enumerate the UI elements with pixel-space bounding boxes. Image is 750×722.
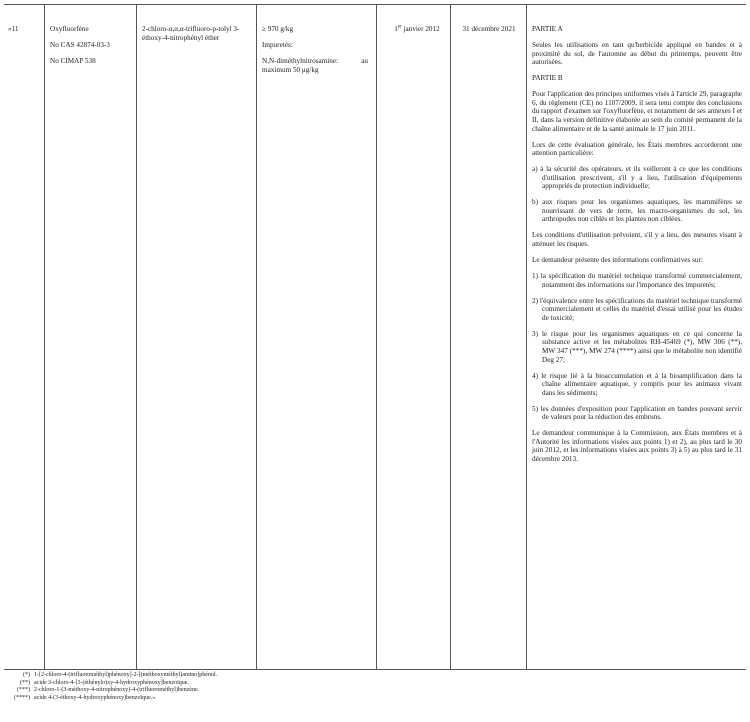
part-b-title: PARTIE B bbox=[532, 74, 563, 83]
part-b-intro: Pour l'application des principes uniformes visés à l'article 29, paragraphe 6, du règlement (CE) no 1107/2009, il sera tenu compte des conclusions du rapport d'examen sur l'oxyfluorfène, et notamment de ses annexes I et II, dans la version définitive élaborée au sein du comité permanent de la chaîne alimentaire et de la santé animale le 17 juin 2011. bbox=[532, 90, 742, 133]
part-a-title: PARTIE A bbox=[532, 25, 563, 33]
list-item: a) à la sécurité des opérateurs, et ils veilleront à ce que les conditions d'utilisation prescrivent, s'il y a lieu, l'utilisation d'équipements appropriés de protection individuelle; bbox=[532, 165, 743, 191]
substance-table bbox=[4, 4, 746, 670]
footnote: (**) acide 3-chloro-4-[3-(éthénylo)xy-4-hydroxyphénoxy]benzoïque. bbox=[20, 679, 189, 686]
attention-intro: Lors de cette évaluation générale, les États membres accorderont une attention particulière: bbox=[532, 140, 742, 158]
approval-month-year: janvier 2012 bbox=[401, 25, 440, 33]
specific-provisions bbox=[532, 25, 742, 471]
common-name-cell bbox=[50, 25, 134, 73]
approval-ordinal: er bbox=[397, 24, 402, 30]
footnotes bbox=[4, 672, 364, 702]
column-divider bbox=[526, 5, 527, 669]
substance-name: Oxyfluorfène bbox=[50, 25, 89, 33]
impurity-value: N,N-diméthylnitrosamine: au maximum 50 μg/kg bbox=[262, 56, 368, 74]
part-a-text: Seules les utilisations en tant qu'herbicide appliqué en bandes et à proximité du sol, de l'automne au début du printemps, peuvent être autorisées. bbox=[532, 40, 742, 67]
list-item: b) aux risques pour les organismes aquatiques, les mammifères se nourrissant de vers de terre, les macro-organismes du sol, les arthropodes non ciblés et les plantes non ciblées. bbox=[532, 198, 743, 224]
expiry-date: 31 décembre 2021 bbox=[462, 25, 516, 33]
approval-day: 1 bbox=[394, 25, 398, 33]
column-divider bbox=[44, 5, 45, 669]
conditions-text: Les conditions d'utilisation prévoient, s'il y a lieu, des mesures visant à atténuer les risques. bbox=[532, 231, 742, 249]
applicant-intro: Le demandeur présente des informations confirmatives sur: bbox=[532, 256, 703, 264]
column-divider bbox=[450, 5, 451, 669]
footnote: (***) 2-chloro-1-(3-méthoxy-4-nitrophénoxy)-4-(trifluorométhyl)benzène. bbox=[17, 687, 200, 694]
iupac-name: 2-chloro-α,α,α-trifluoro-p-tolyl 3-éthoxy-4-nitrophényl éther bbox=[142, 25, 240, 42]
row-number: «11 bbox=[8, 25, 19, 33]
approval-date bbox=[382, 25, 452, 34]
list-item: 2) l'équivalence entre les spécifications du matériel technique transformé commercialement et celles du matériel d'essai utilisé pour les études de toxicité; bbox=[532, 296, 742, 322]
list-item: 3) le risque pour les organismes aquatiques en ce qui concerne la substance active et les métabolites RH-45469 (*), MW 306 (**), MW 347 (***), MW 274 (****) ainsi que le métabolite non identifié Deg 27; bbox=[532, 329, 742, 364]
list-item: 1) la spécification du matériel technique transformé commercialement, notamment des informations sur l'importance des impuretés; bbox=[532, 271, 742, 289]
purity-cell bbox=[262, 25, 368, 82]
column-divider bbox=[136, 5, 137, 669]
footnote: (****) acide 4-(3-éthoxy-4-hydroxyphénoxy)benzoïque.» bbox=[14, 694, 156, 701]
impurities-label: Impuretés: bbox=[262, 40, 293, 49]
column-divider bbox=[256, 5, 257, 669]
list-item: 4) le risque lié à la bioaccumulation et à la bioamplification dans la chaîne alimentaire aquatique, y compris pour les animaux vivant dans les sédiments; bbox=[532, 371, 742, 397]
cas-number: No CAS 42874-03-3 bbox=[50, 40, 110, 49]
closing-text: Le demandeur communique à la Commission, aux États membres et à l'Autorité les informations visées aux points 1) et 2), au plus tard le 30 juin 2012, et les informations visées aux points 3) à 5) au plus tard le 31 décembre 2013. bbox=[532, 429, 742, 464]
cimap-number: No CIMAP 538 bbox=[50, 56, 96, 65]
list-item: 5) les données d'exposition pour l'application en bandes pouvant servir de valeurs pour la réduction des embruns. bbox=[532, 404, 743, 422]
column-divider bbox=[376, 5, 377, 669]
footnote: (*) 1-[2-chloro-4-(trifluorométhyl)phénoxy]-2-[(méthoxyméthyl)amino]phénol. bbox=[23, 672, 218, 678]
purity-value: ≥ 970 g/kg bbox=[262, 25, 294, 33]
